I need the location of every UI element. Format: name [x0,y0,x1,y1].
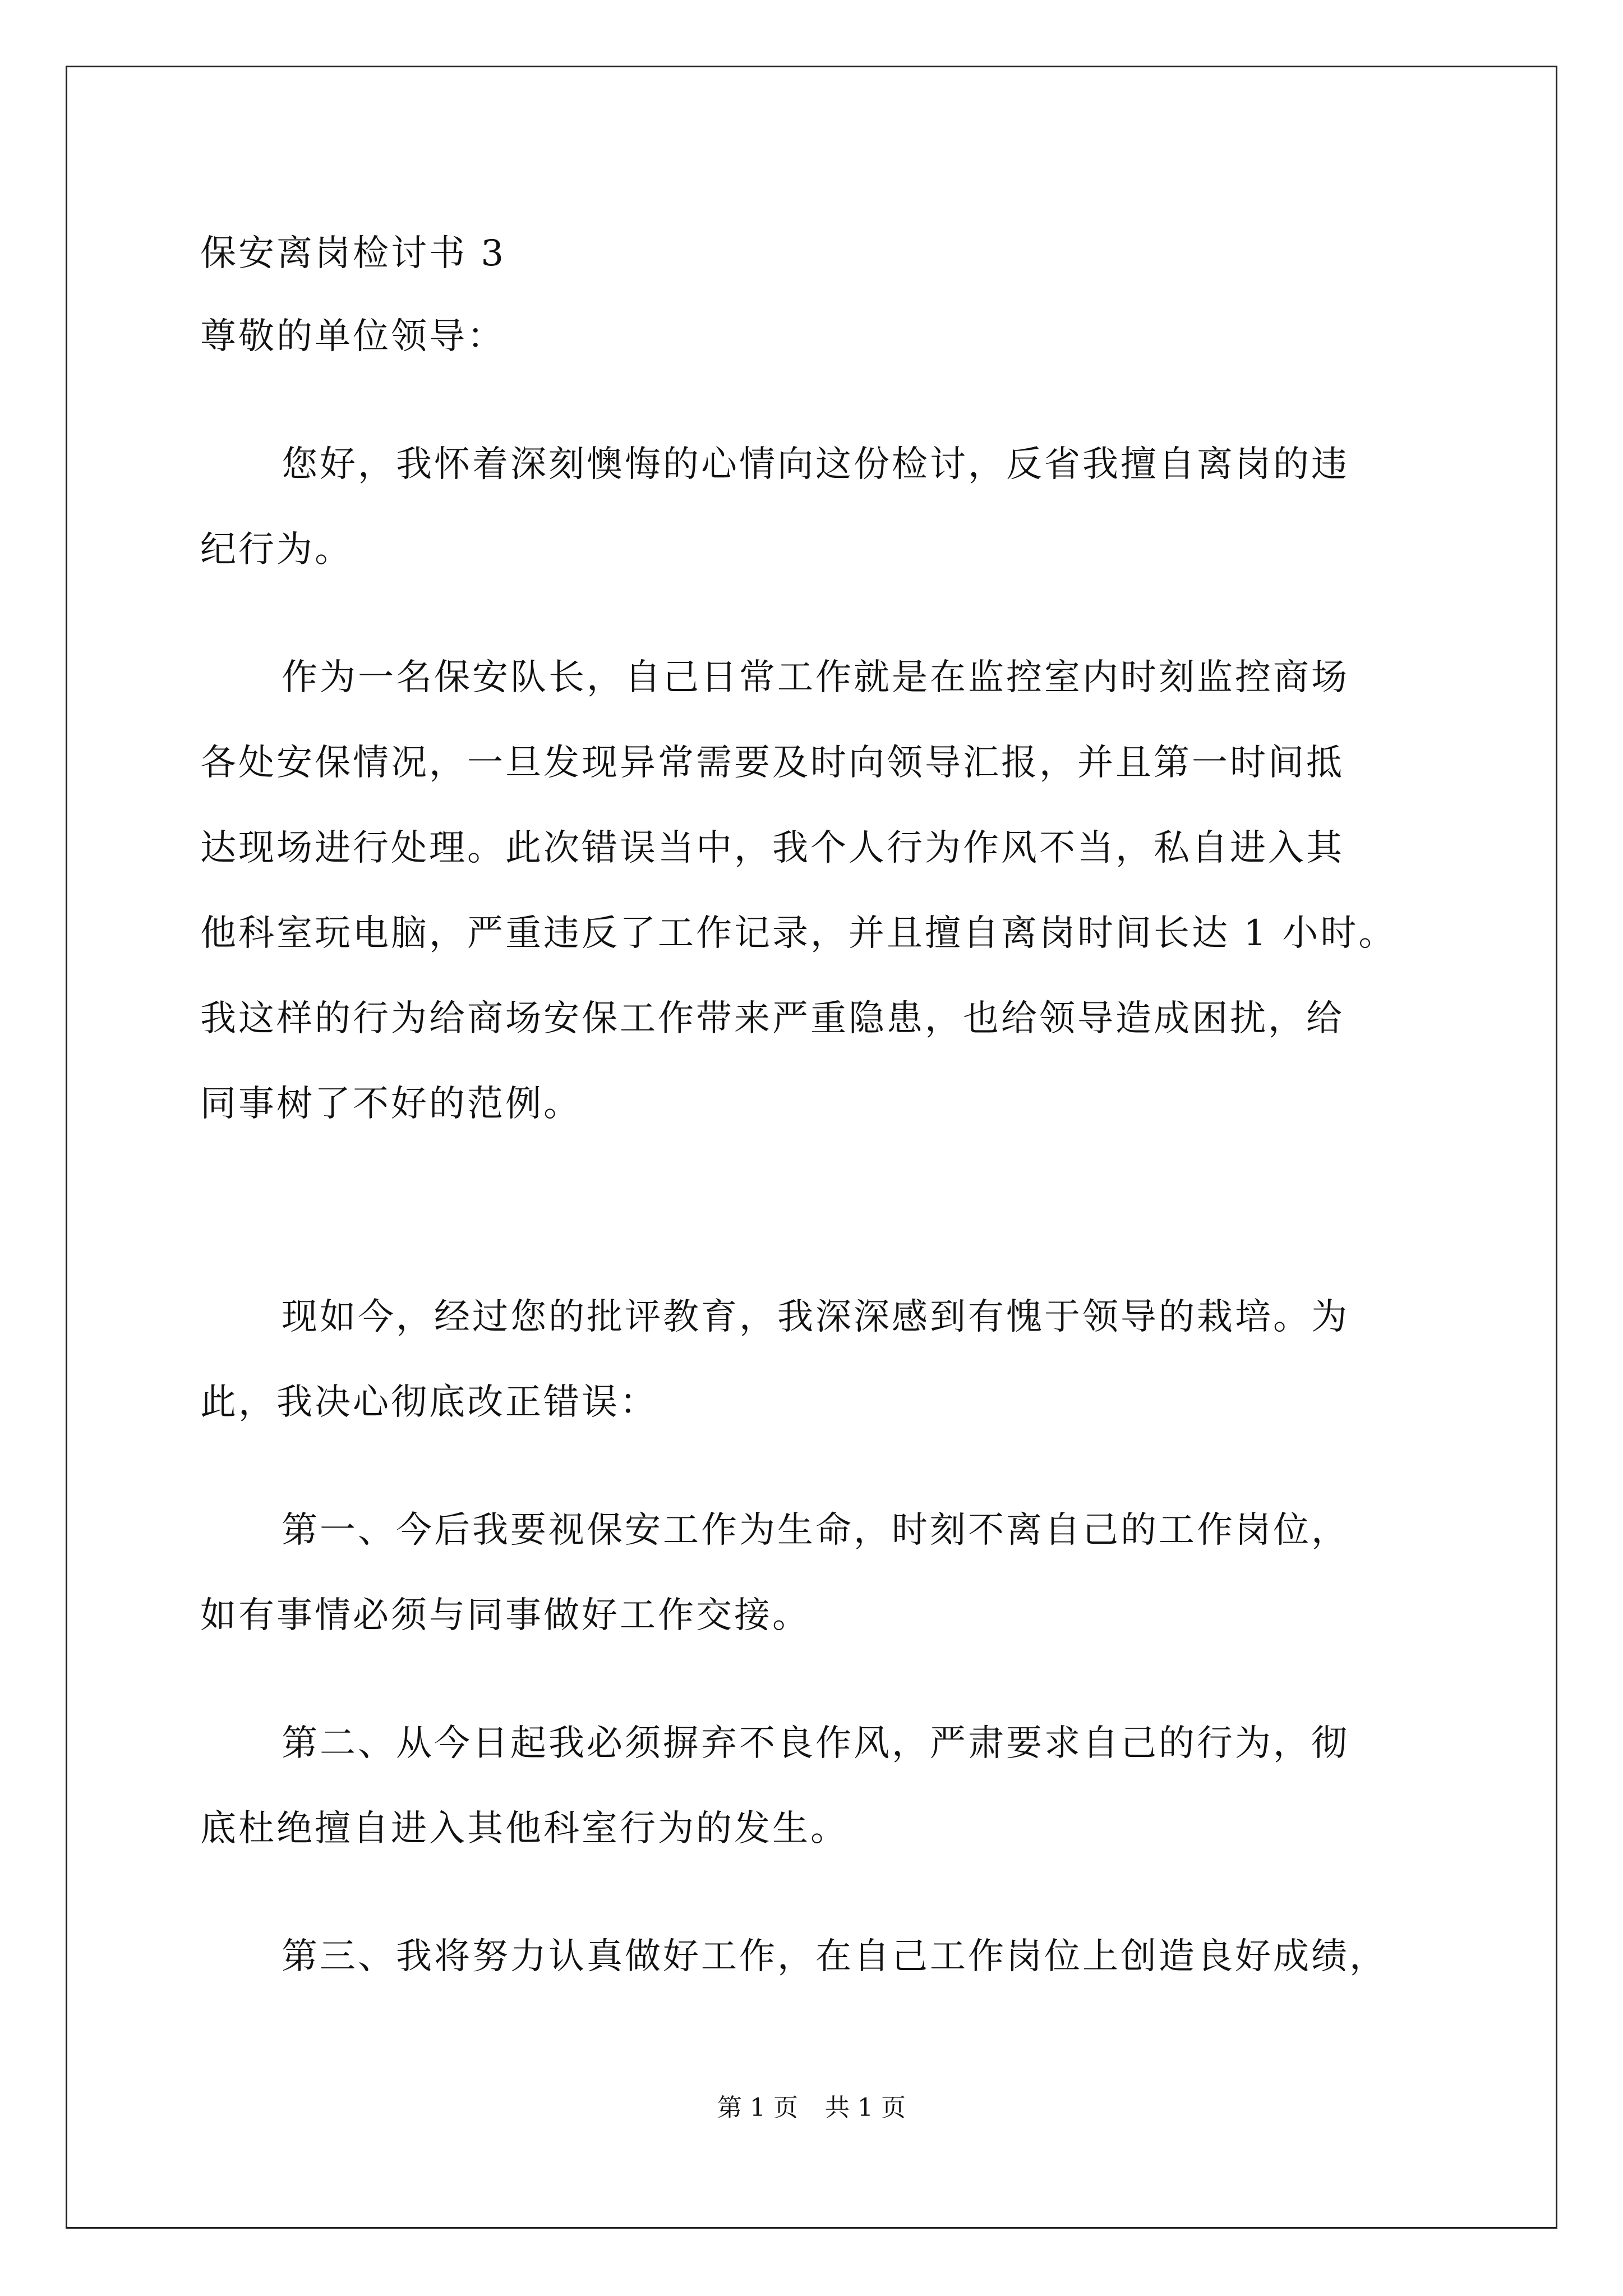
body-line: 作为一名保安队长，自己日常工作就是在监控室内时刻监控商场 [282,657,1349,698]
page-number-current: 第 1 页 [717,2093,798,2122]
body-line: 纪行为。 [200,529,353,570]
body-line: 第一、今后我要视保安工作为生命，时刻不离自己的工作岗位， [282,1510,1349,1551]
body-line: 底杜绝擅自进入其他科室行为的发生。 [200,1808,849,1849]
page-number-total: 共 1 页 [825,2093,906,2122]
page-footer [0,2092,1623,2124]
body-line: 达现场进行处理。此次错误当中，我个人行为作风不当，私自进入其 [200,827,1344,869]
body-line: 各处安保情况，一旦发现异常需要及时向领导汇报，并且第一时间抵 [200,742,1344,784]
body-line: 第二、从今日起我必须摒弃不良作风，严肃要求自己的行为，彻 [282,1723,1349,1764]
body-line: 您好，我怀着深刻懊悔的心情向这份检讨，反省我擅自离岗的违 [282,444,1349,485]
body-line: 第三、我将努力认真做好工作，在自己工作岗位上创造良好成绩， [282,1936,1387,1977]
salutation: 尊敬的单位领导： [200,316,505,357]
body-line: 同事树了不好的范例。 [200,1083,582,1125]
body-line: 现如今，经过您的批评教育，我深深感到有愧于领导的栽培。为 [282,1296,1349,1338]
document-title: 保安离岗检讨书 3 [200,233,506,274]
body-line: 我这样的行为给商场安保工作带来严重隐患，也给领导造成困扰，给 [200,998,1344,1039]
body-line: 他科室玩电脑，严重违反了工作记录，并且擅自离岗时间长达 1 小时。 [200,913,1397,954]
page-border [66,66,1557,2229]
body-line: 如有事情必须与同事做好工作交接。 [200,1595,810,1636]
body-line: 此，我决心彻底改正错误： [200,1382,658,1423]
